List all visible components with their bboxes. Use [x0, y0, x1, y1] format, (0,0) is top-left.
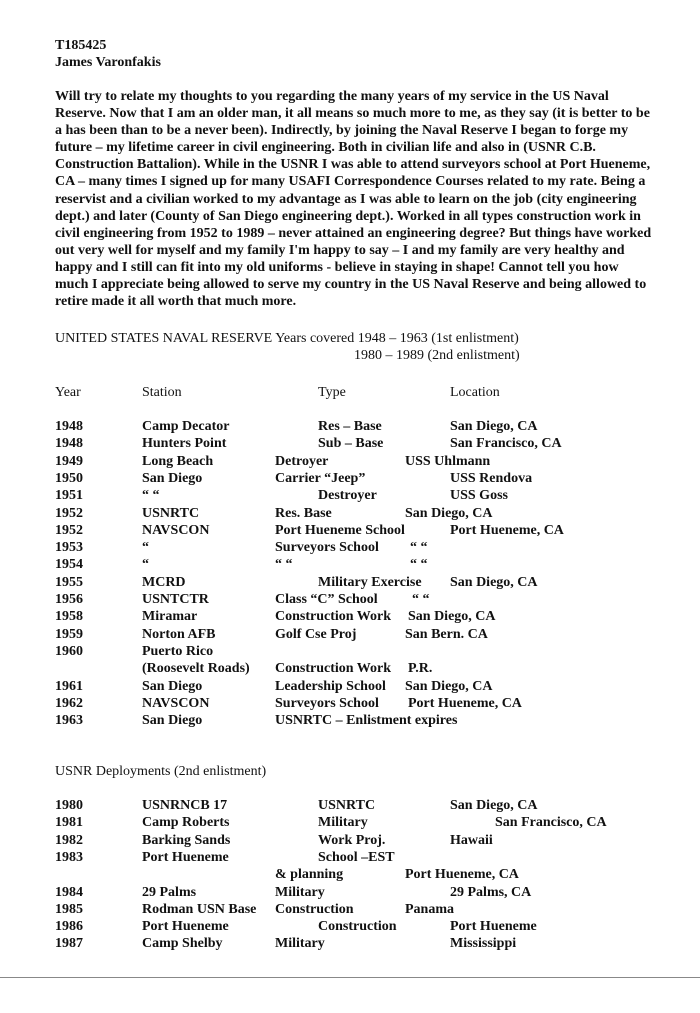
table-cell-station: San Diego	[142, 713, 203, 729]
table-cell-location: 29 Palms, CA	[450, 884, 532, 900]
table-cell-location: Panama	[405, 901, 454, 917]
table-cell-location: San Francisco, CA	[450, 436, 562, 452]
table-cell-location: San Francisco, CA	[495, 815, 607, 831]
table-cell-location: San Diego, CA	[408, 609, 496, 625]
table-cell-year: 1983	[55, 849, 83, 865]
table-cell-type: Res – Base	[318, 419, 382, 434]
table-cell-type: Military	[318, 815, 368, 831]
table-cell-location: San Diego, CA	[450, 419, 538, 434]
table-cell-year: 1962	[55, 695, 83, 711]
table-cell-location: San Diego, CA	[450, 798, 538, 813]
table-cell-type: Carrier “Jeep”	[275, 470, 366, 486]
table-cell-location: USS Uhlmann	[405, 453, 491, 469]
table-cell-type: Detroyer	[275, 453, 329, 469]
table-cell-location: San Diego, CA	[405, 505, 493, 521]
table-cell-station: Norton AFB	[142, 626, 216, 642]
table-cell-location: Port Hueneme, CA	[450, 522, 564, 538]
table-cell-year: 1955	[55, 574, 83, 590]
table-cell-type: Destroyer	[318, 488, 377, 504]
table-cell-station: USNRNCB 17	[142, 798, 228, 813]
table-cell-station: (Roosevelt Roads)	[142, 661, 250, 677]
table-cell-year: 1981	[55, 815, 83, 831]
table-cell-location: Port Hueneme, CA	[405, 867, 519, 883]
table-cell-type: Military	[275, 936, 325, 952]
table-cell-station: Barking Sands	[142, 832, 231, 848]
table-cell-year: 1985	[55, 901, 83, 917]
table-cell-location: USS Rendova	[450, 470, 533, 486]
table-cell-station: Port Hueneme	[142, 919, 229, 935]
section1-line2: 1980 – 1989 (2nd enlistment)	[354, 348, 520, 363]
table-cell-station: Long Beach	[142, 453, 214, 469]
table-cell-station: MCRD	[142, 574, 186, 590]
table-cell-year: 1959	[55, 626, 83, 642]
table-cell-station: “	[142, 540, 149, 556]
table-cell-station: San Diego	[142, 470, 203, 486]
author-name: James Varonfakis	[55, 55, 161, 70]
table-cell-type: School –EST	[318, 849, 395, 865]
table-cell-year: 1984	[55, 884, 83, 900]
table-cell-type: USNRTC	[318, 798, 376, 813]
table-cell-location: “ “	[410, 540, 428, 556]
document-id: T185425	[55, 38, 107, 53]
table-cell-type: Construction Work	[275, 609, 392, 625]
column-header-year: Year	[55, 385, 81, 400]
table-cell-year: 1960	[55, 643, 83, 659]
table-cell-type: Golf Cse Proj	[275, 626, 357, 642]
table-cell-station: NAVSCON	[142, 522, 210, 538]
table-cell-location: San Diego, CA	[405, 678, 493, 694]
table-cell-station: “	[142, 557, 149, 573]
table-cell-year: 1949	[55, 453, 83, 469]
table-cell-type: Sub – Base	[318, 436, 384, 452]
table-cell-location: Port Hueneme, CA	[408, 695, 522, 711]
table-cell-station: USNRTC	[142, 505, 200, 521]
page-bottom-rule	[0, 977, 700, 978]
table-cell-type: “ “	[275, 557, 293, 573]
table-cell-station: Hunters Point	[142, 436, 227, 452]
table-cell-location: Hawaii	[450, 832, 493, 848]
table-cell-type: Surveyors School	[275, 695, 379, 711]
table-cell-type: Work Proj.	[318, 832, 386, 848]
table-cell-year: 1948	[55, 419, 83, 434]
table-cell-station: “ “	[142, 488, 160, 504]
table-cell-type: Construction	[318, 919, 397, 935]
table-cell-location: Mississippi	[450, 936, 517, 952]
table-cell-location: “ “	[410, 557, 428, 573]
table-cell-station: Rodman USN Base	[142, 901, 257, 917]
table-cell-type: Surveyors School	[275, 540, 379, 556]
table-cell-year: 1958	[55, 609, 83, 625]
table-cell-location: Port Hueneme	[450, 919, 537, 935]
table-cell-year: 1987	[55, 936, 83, 952]
table-cell-location: P.R.	[408, 661, 433, 677]
table-cell-type: Military Exercise	[318, 574, 422, 590]
table-cell-location: USS Goss	[450, 488, 508, 504]
table-cell-year: 1982	[55, 832, 83, 848]
table-cell-station: Miramar	[142, 609, 198, 625]
table-cell-location: San Bern. CA	[405, 626, 488, 642]
table-cell-type: & planning	[275, 867, 344, 883]
table-cell-station: Camp Roberts	[142, 815, 230, 831]
table-cell-year: 1986	[55, 919, 83, 935]
section1-title: UNITED STATES NAVAL RESERVE Years covered 1948 – 1963 (1st enlistment)	[55, 331, 519, 346]
table-cell-type: Construction Work	[275, 661, 392, 677]
table-cell-type: Military	[275, 884, 325, 900]
table-cell-year: 1961	[55, 678, 83, 694]
table-cell-year: 1953	[55, 540, 83, 556]
table-cell-location: San Diego, CA	[450, 574, 538, 590]
table-cell-station: Camp Decator	[142, 419, 230, 434]
table-cell-year: 1956	[55, 592, 83, 607]
column-header-station: Station	[142, 385, 182, 400]
table-cell-station: USNTCTR	[142, 592, 209, 607]
table-cell-type: USNRTC – Enlistment expires	[275, 713, 458, 729]
table-cell-year: 1952	[55, 522, 83, 538]
table-cell-year: 1951	[55, 488, 83, 504]
table-cell-station: Puerto Rico	[142, 643, 214, 659]
table-cell-station: Port Hueneme	[142, 849, 229, 865]
table-cell-station: 29 Palms	[142, 884, 197, 900]
table-cell-station: Camp Shelby	[142, 936, 223, 952]
table-cell-type: Construction	[275, 901, 354, 917]
column-header-type: Type	[318, 385, 346, 400]
table-cell-year: 1952	[55, 505, 83, 521]
letter-paragraph: Will try to relate my thoughts to you regarding the many years of my service in the US Naval Reserve. Now that I am an older man, it all means so much more to me, as they say (it is better to be a has been than to be a never been). Indirectly, by joining the Naval Reserve I began to forge my future – my lifetime career in civil engineering. Both in civilian life and also in (USNR C.B. Construction Battalion). While in the USNR I was able to attend surveyors school at Port Hueneme, CA – many times I signed up for many USAFI Correspondence Courses related to my rate. Being a reservist and a civilian worked to my advantage as I was able to learn on the job (city engineering dept.) and later (County of San Diego engineering dept.). Worked in all types construction work in civil engineering from 1952 to 1989 – never attained an engineering degree? But things have worked out very well for myself and my family I'm happy to say – I and my family are very healthy and happy and I still can fit into my old uniforms - believe in staying in shape! Cannot tell you how much I appreciate being allowed to serve my country in the US Naval Reserve and being allowed to retire made it all worth that much more.	[55, 89, 652, 310]
table-cell-year: 1963	[55, 713, 83, 729]
table-cell-year: 1980	[55, 798, 83, 813]
table-cell-station: NAVSCON	[142, 695, 210, 711]
table-cell-type: Leadership School	[275, 678, 386, 694]
table-cell-station: San Diego	[142, 678, 203, 694]
table-cell-year: 1954	[55, 557, 83, 573]
table-cell-year: 1950	[55, 470, 83, 486]
table-cell-type: Port Hueneme School	[275, 522, 405, 538]
column-header-location: Location	[450, 385, 500, 400]
table-cell-location: “ “	[412, 592, 430, 607]
table-cell-year: 1948	[55, 436, 83, 452]
table-cell-type: Class “C” School	[275, 592, 378, 607]
section2-title: USNR Deployments (2nd enlistment)	[55, 764, 267, 779]
table-cell-type: Res. Base	[275, 505, 332, 521]
